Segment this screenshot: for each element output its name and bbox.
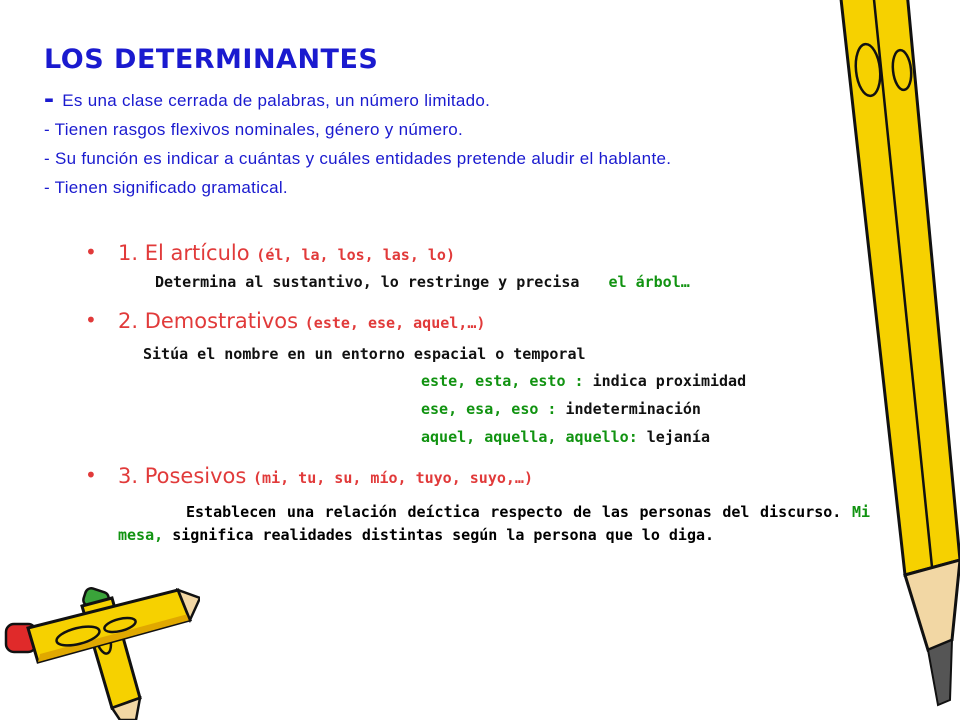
intro-line-2: - Tienen rasgos flexivos nominales, género y número. [44, 120, 464, 139]
item-heading [118, 238, 875, 270]
bullet-icon: • [85, 240, 97, 264]
item-label: 2. Demostrativos [118, 309, 299, 333]
row-forms: ese, esa, eso : [421, 400, 557, 418]
item-heading [118, 461, 875, 493]
determiner-list [85, 238, 875, 547]
slide-title: LOS DETERMINANTES [44, 44, 379, 75]
row-meaning: lejanía [646, 428, 710, 446]
pencils-icon [0, 580, 200, 720]
item-label: 3. Posesivos [118, 464, 247, 488]
demonstrative-rows [421, 367, 875, 451]
pencil-body [840, 0, 960, 575]
item-example: el árbol… [608, 273, 690, 291]
item-forms: (él, la, los, las, lo) [256, 246, 455, 264]
intro-dash: - [44, 82, 55, 115]
bullet-icon: • [85, 463, 97, 487]
item-forms: (mi, tu, su, mío, tuyo, suyo,…) [253, 469, 533, 487]
list-item-demostrativos [85, 306, 875, 461]
item-description-text-2: significa realidades distintas según la persona que lo diga. [172, 526, 715, 544]
row-forms: aquel, aquella, aquello: [421, 428, 638, 446]
pencil-lead [928, 640, 952, 705]
demonstrative-row [421, 395, 875, 423]
intro-line-1 [44, 84, 864, 115]
item-label: 1. El artículo [118, 241, 250, 265]
pencil-icon [810, 0, 960, 720]
intro-line-3: - Su función es indicar a cuántas y cuáles entidades pretende aludir el hablante. [44, 149, 672, 168]
item-description-text: Determina al sustantivo, lo restringe y precisa [155, 273, 580, 291]
demonstrative-row [421, 367, 875, 395]
item-forms: (este, ese, aquel,…) [304, 314, 486, 332]
row-meaning: indeterminación [565, 400, 701, 418]
item-description-text: Establecen una relación deíctica respecto de las personas del discurso. [186, 503, 842, 521]
list-item-articulo [85, 238, 875, 306]
list-item-posesivos [85, 461, 875, 547]
item-description [155, 273, 875, 291]
intro-list [44, 84, 864, 202]
item-description [118, 501, 870, 547]
row-forms: este, esta, esto : [421, 372, 584, 390]
item-description: Sitúa el nombre en un entorno espacial o temporal [143, 345, 586, 363]
item-example: Mi mesa, [118, 503, 871, 544]
demonstrative-row [421, 423, 875, 451]
pencil-tip [905, 560, 960, 650]
intro-line-1-text: Es una clase cerrada de palabras, un número limitado. [62, 91, 491, 110]
bullet-icon: • [85, 308, 97, 332]
intro-line-4: - Tienen significado gramatical. [44, 178, 288, 197]
row-meaning: indica proximidad [592, 372, 747, 390]
item-heading [118, 306, 875, 338]
